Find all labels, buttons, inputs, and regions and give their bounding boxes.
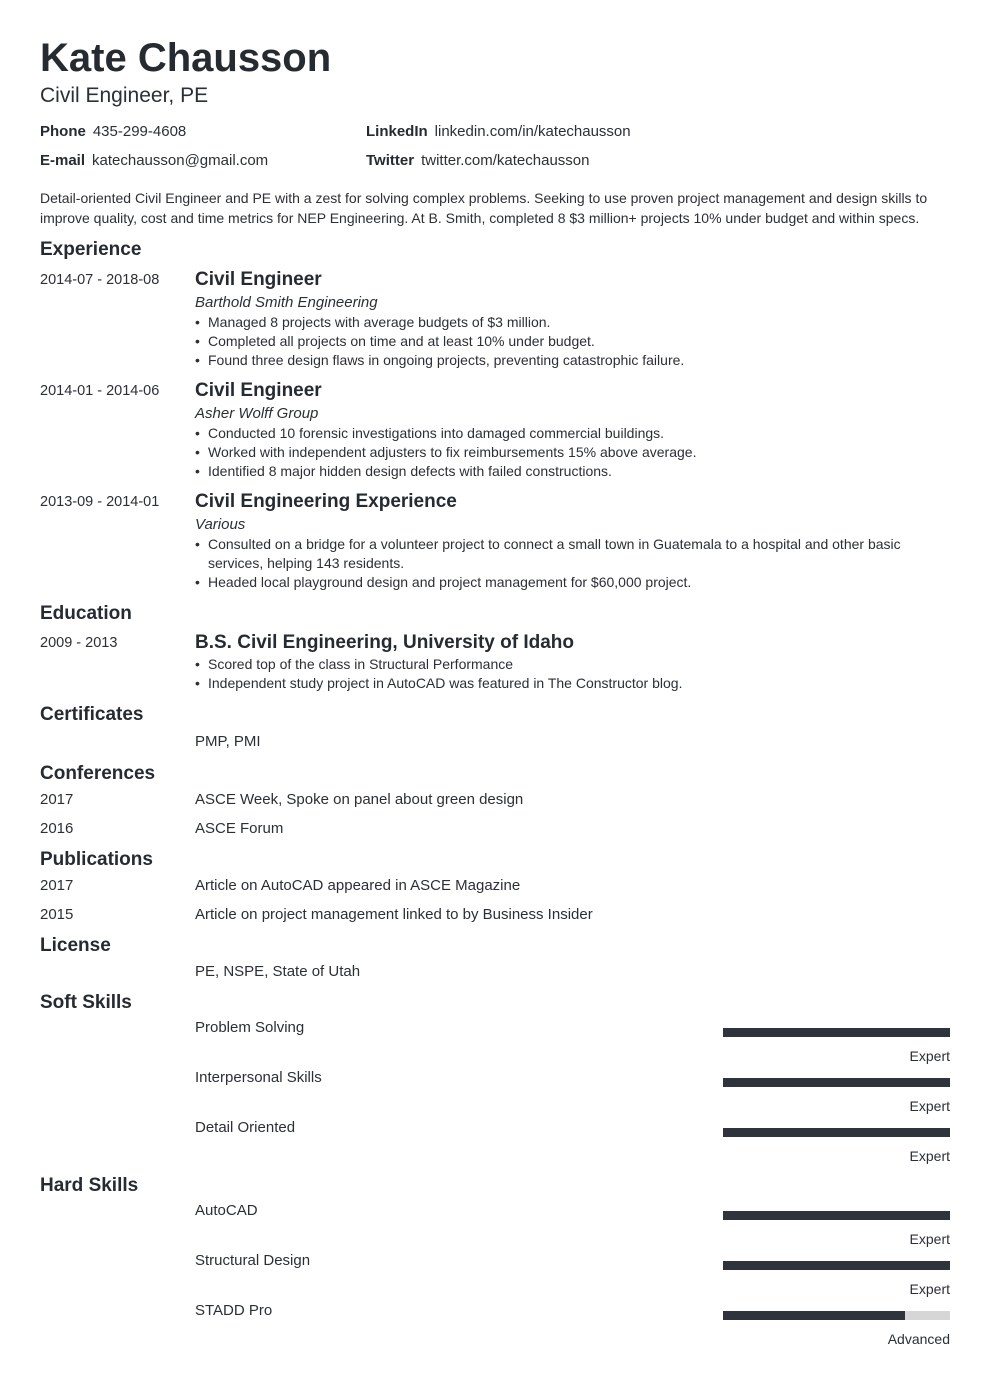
entry-dates: 2013-09 - 2014-01	[40, 494, 160, 510]
bullet-item: • Conducted 10 forensic investigations into damaged commercial buildings.	[195, 424, 950, 443]
entry-dates: 2014-07 - 2018-08	[40, 272, 160, 288]
conference-entry	[40, 790, 950, 810]
skill-item	[40, 1118, 950, 1168]
skill-bar-fill	[723, 1128, 950, 1137]
summary: Detail-oriented Civil Engineer and PE with a zest for solving complex problems. Seeking to use proven project management and design skills to improve quality, cost and time metrics for NEP Engineering. At B. Smith, completed 8 $3 million+ projects 10% under budget and within specs.	[40, 190, 928, 226]
contact-linkedin: LinkedIn linkedin.com/in/katechausson	[366, 123, 631, 140]
bullet-item: • Independent study project in AutoCAD was featured in The Constructor blog.	[195, 674, 950, 693]
section-publications: Publications	[40, 849, 153, 870]
skill-level: Advanced	[887, 1331, 950, 1347]
certificates-entry	[40, 732, 950, 752]
skill-item	[40, 1301, 950, 1351]
publication-entry	[40, 905, 950, 925]
skill-bar-fill	[723, 1311, 905, 1320]
publication-text: Article on AutoCAD appeared in ASCE Magazine	[195, 877, 521, 894]
bullet-item: • Headed local playground design and project management for $60,000 project.	[195, 573, 950, 592]
skill-item	[40, 1251, 950, 1301]
skill-level: Expert	[909, 1048, 950, 1064]
job-title: Civil Engineering Experience	[195, 491, 457, 512]
section-license: License	[40, 935, 111, 956]
skill-bar	[723, 1028, 950, 1037]
experience-entry	[40, 379, 950, 481]
skill-name: Structural Design	[195, 1252, 311, 1269]
bullet-item: • Managed 8 projects with average budgets of $3 million.	[195, 313, 950, 332]
section-education: Education	[40, 603, 132, 624]
section-conferences: Conferences	[40, 763, 156, 784]
job-title: Civil Engineer	[195, 380, 322, 401]
entry-year: 2016	[40, 820, 74, 837]
bullet-item: • Identified 8 major hidden design defects with failed constructions.	[195, 462, 950, 481]
entry-year: 2017	[40, 791, 74, 808]
bullet-list	[195, 313, 950, 370]
degree-title: B.S. Civil Engineering, University of Idaho	[195, 632, 575, 653]
bullet-item: • Completed all projects on time and at least 10% under budget.	[195, 332, 950, 351]
skill-bar	[723, 1261, 950, 1270]
license-entry	[40, 962, 950, 982]
skill-level: Expert	[909, 1148, 950, 1164]
entry-year: 2015	[40, 906, 74, 923]
candidate-name: Kate Chausson	[40, 36, 332, 80]
hard-skills-list	[40, 1201, 950, 1351]
skill-level: Expert	[909, 1098, 950, 1114]
skill-item	[40, 1018, 950, 1068]
soft-skills-list	[40, 1018, 950, 1168]
skill-name: AutoCAD	[195, 1202, 258, 1219]
company-name: Various	[195, 516, 246, 533]
experience-entry	[40, 490, 950, 592]
skill-name: Problem Solving	[195, 1019, 305, 1036]
candidate-title: Civil Engineer, PE	[40, 84, 209, 107]
skill-bar-fill	[723, 1261, 950, 1270]
conference-text: ASCE Week, Spoke on panel about green design	[195, 791, 524, 808]
contact-email: E-mail katechausson@gmail.com	[40, 152, 269, 169]
entry-year: 2017	[40, 877, 74, 894]
bullet-item: • Scored top of the class in Structural Performance	[195, 655, 950, 674]
skill-name: Interpersonal Skills	[195, 1069, 322, 1086]
section-hard-skills: Hard Skills	[40, 1175, 139, 1196]
license-value: PE, NSPE, State of Utah	[195, 963, 361, 980]
bullet-list	[195, 655, 950, 693]
contact-twitter: Twitter twitter.com/katechausson	[366, 152, 590, 169]
bullet-item: • Consulted on a bridge for a volunteer project to connect a small town in Guatemala to a hospital and other basic services, helping 143 residents.	[195, 535, 950, 573]
skill-level: Expert	[909, 1281, 950, 1297]
experience-entry	[40, 268, 950, 370]
company-name: Barthold Smith Engineering	[195, 294, 378, 311]
entry-dates: 2009 - 2013	[40, 635, 118, 651]
skill-name: Detail Oriented	[195, 1119, 296, 1136]
skill-bar	[723, 1128, 950, 1137]
skill-bar	[723, 1211, 950, 1220]
skill-bar	[723, 1078, 950, 1087]
skill-item	[40, 1068, 950, 1118]
education-entry	[40, 631, 950, 693]
contact-info	[40, 122, 950, 180]
section-experience: Experience	[40, 239, 142, 260]
entry-dates: 2014-01 - 2014-06	[40, 383, 160, 399]
skill-bar	[723, 1311, 950, 1320]
publication-entry	[40, 876, 950, 896]
skill-item	[40, 1201, 950, 1251]
skill-level: Expert	[909, 1231, 950, 1247]
skill-bar-fill	[723, 1028, 950, 1037]
job-title: Civil Engineer	[195, 269, 322, 290]
conference-text: ASCE Forum	[195, 820, 284, 837]
company-name: Asher Wolff Group	[195, 405, 319, 422]
publication-text: Article on project management linked to by Business Insider	[195, 906, 593, 923]
bullet-item: • Found three design flaws in ongoing projects, preventing catastrophic failure.	[195, 351, 950, 370]
conference-entry	[40, 819, 950, 839]
skill-name: STADD Pro	[195, 1302, 273, 1319]
bullet-item: • Worked with independent adjusters to fix reimbursements 15% above average.	[195, 443, 950, 462]
bullet-list	[195, 424, 950, 481]
certificates-value: PMP, PMI	[195, 733, 261, 750]
skill-bar-fill	[723, 1211, 950, 1220]
section-certificates: Certificates	[40, 704, 144, 725]
bullet-list	[195, 535, 950, 592]
section-soft-skills: Soft Skills	[40, 992, 132, 1013]
contact-phone: Phone 435-299-4608	[40, 123, 187, 140]
skill-bar-fill	[723, 1078, 950, 1087]
